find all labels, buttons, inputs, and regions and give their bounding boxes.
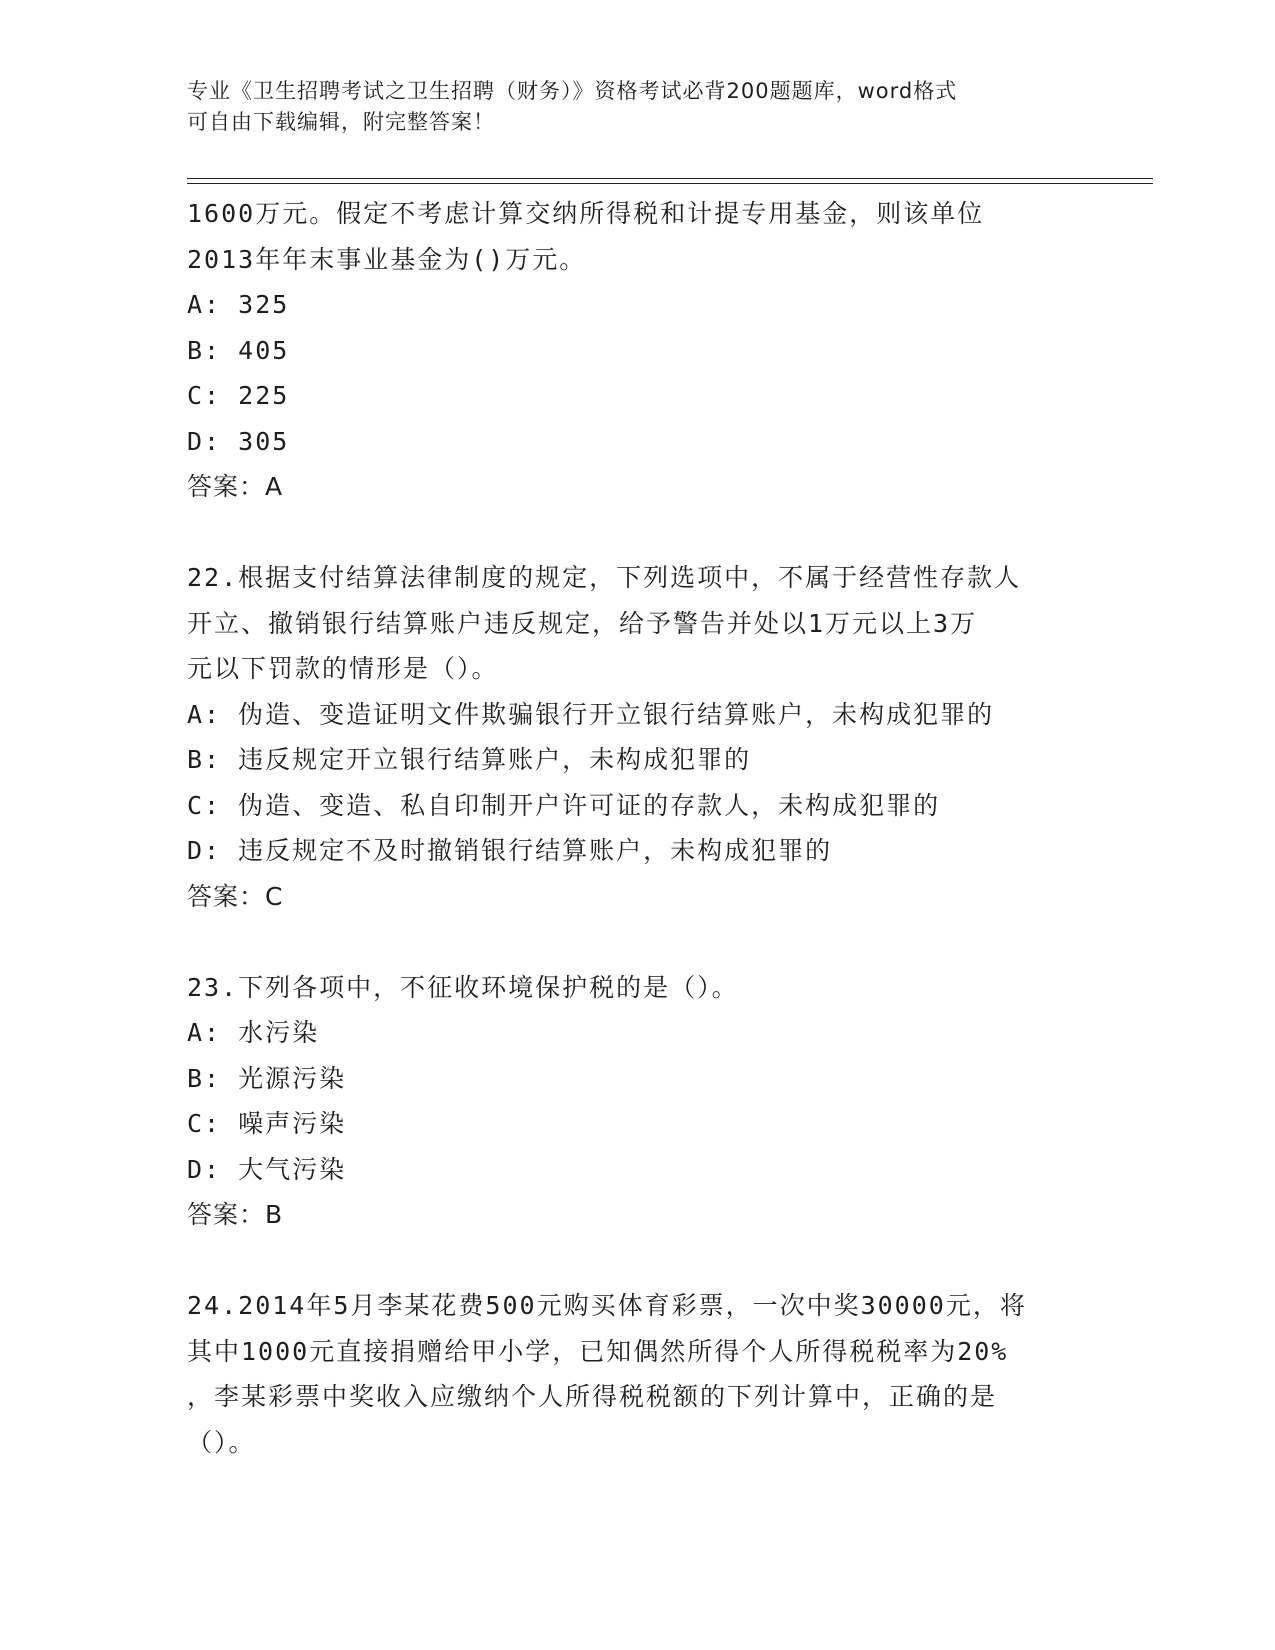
question-stem-line: 开立、撤销银行结算账户违反规定，给予警告并处以1万元以上3万 [187,608,978,638]
option-c: C: 噪声污染 [187,1109,347,1138]
question-stem-line: 1600万元。假定不考虑计算交纳所得税和计提专用基金，则该单位 [187,199,985,228]
question-21 [187,191,1087,510]
option-a: A: 水污染 [187,1018,320,1047]
option-b: B: 405 [187,335,290,365]
answer-label: 答案：B [187,1200,284,1229]
question-stem-line: 22.根据支付结算法律制度的规定，下列选项中，不属于经营性存款人 [187,563,1022,592]
answer-label: 答案：C [187,881,284,911]
option-d: D: 违反规定不及时撤销银行结算账户，未构成犯罪的 [187,836,833,865]
question-22 [187,555,1087,919]
header-title-line-1: 专业《卫生招聘考试之卫生招聘（财务）》资格考试必背200题题库，word格式 [187,79,958,103]
header-divider-bottom [187,183,1153,184]
question-24 [187,1283,1087,1465]
question-stem-line: 其中1000元直接捐赠给甲小学，已知偶然所得个人所得税税率为20% [187,1336,1009,1366]
question-stem-line: 23.下列各项中，不征收环境保护税的是（）。 [187,972,739,1002]
question-stem-line: 2013年年末事业基金为()万元。 [187,244,587,274]
answer-label: 答案：A [187,472,284,501]
option-a: A: 325 [187,290,290,319]
question-stem-line: 24.2014年5月李某花费500元购买体育彩票，一次中奖30000元，将 [187,1291,1027,1320]
question-23 [187,965,1087,1238]
question-content [187,191,1087,1465]
header-title-line-2: 可自由下载编辑，附完整答案！ [187,110,495,134]
option-c: C: 225 [187,381,290,410]
question-stem-line: ，李某彩票中奖收入应缴纳个人所得税税额的下列计算中，正确的是 [187,1382,998,1411]
question-stem-line: （）。 [187,1427,256,1457]
document-header [187,76,1067,138]
spacer [187,919,1087,965]
option-d: D: 大气污染 [187,1154,347,1184]
option-a: A: 伪造、变造证明文件欺骗银行开立银行结算账户，未构成犯罪的 [187,699,995,729]
option-b: B: 违反规定开立银行结算账户，未构成犯罪的 [187,745,752,774]
question-stem-line: 元以下罚款的情形是（）。 [187,654,499,683]
option-b: B: 光源污染 [187,1063,347,1093]
spacer [187,1238,1087,1284]
option-c: C: 伪造、变造、私自印制开户许可证的存款人，未构成犯罪的 [187,790,941,820]
spacer [187,510,1087,556]
header-divider-top [187,178,1153,179]
option-d: D: 305 [187,426,290,456]
